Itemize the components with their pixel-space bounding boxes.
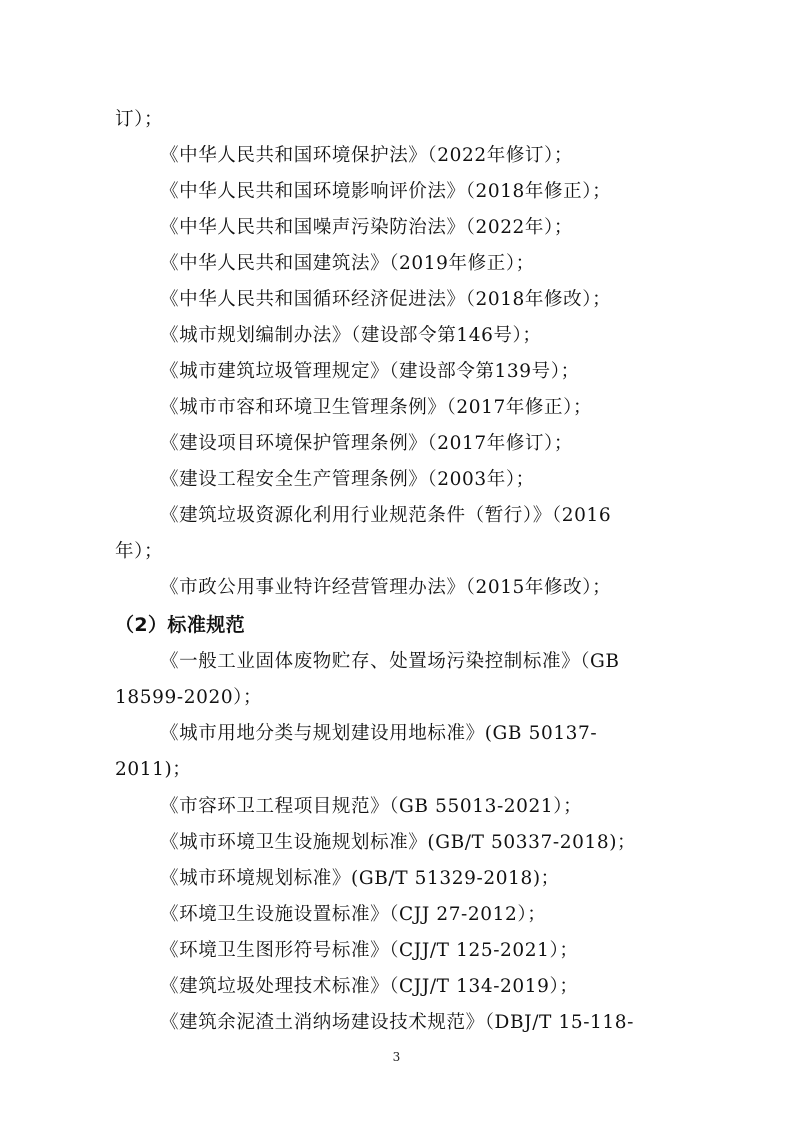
text-line-standard: 《建筑垃圾处理技术标准》（CJJ/T 134-2019）； (160, 976, 579, 997)
text-line-standard: 《城市用地分类与规划建设用地标准》(GB 50137- (160, 723, 598, 744)
text-line-law: 《中华人民共和国噪声污染防治法》（2022年）； (160, 217, 573, 238)
text-line-regulation: 《建筑垃圾资源化利用行业规范条件（暂行）》（2016 (160, 505, 612, 526)
text-line-regulation: 《建设工程安全生产管理条例》（2003年）； (160, 469, 535, 490)
text-line-law: 《中华人民共和国循环经济促进法》（2018年修改）； (160, 289, 612, 310)
text-line-continuation: 订）； (115, 109, 164, 130)
text-line-regulation: 《城市市容和环境卫生管理条例》（2017年修正）； (160, 397, 593, 418)
text-line-standard: 《环境卫生设施设置标准》（CJJ 27-2012）； (160, 904, 547, 925)
text-line-standard: 《城市环境卫生设施规划标准》(GB/T 50337-2018)； (160, 832, 637, 853)
text-line-standard: 《市容环卫工程项目规范》（GB 55013-2021）； (160, 796, 583, 817)
text-line-continuation: 年）； (115, 541, 164, 562)
text-line-law: 《中华人民共和国建筑法》（2019年修正）； (160, 253, 535, 274)
text-line-continuation: 2011)； (115, 759, 192, 780)
page-number: 3 (392, 1050, 401, 1064)
text-line-regulation: 《城市规划编制办法》（建设部令第146号）； (160, 325, 542, 346)
text-line-continuation: 18599-2020）； (115, 687, 263, 708)
text-line-standard: 《环境卫生图形符号标准》（CJJ/T 125-2021）； (160, 940, 579, 961)
text-line-law: 《中华人民共和国环境保护法》（2022年修订）； (160, 145, 573, 166)
text-line-standard: 《一般工业固体废物贮存、处置场污染控制标准》（GB (160, 651, 620, 672)
text-line-law: 《中华人民共和国环境影响评价法》（2018年修正）； (160, 181, 612, 202)
text-line-regulation: 《建设项目环境保护管理条例》（2017年修订）； (160, 433, 573, 454)
text-line-standard: 《建筑余泥渣土消纳场建设技术规范》（DBJ/T 15-118- (160, 1012, 635, 1033)
text-line-regulation: 《市政公用事业特许经营管理办法》（2015年修改）； (160, 577, 612, 598)
section-heading: （2）标准规范 (115, 614, 246, 636)
text-line-regulation: 《城市建筑垃圾管理规定》（建设部令第139号）； (160, 361, 580, 382)
text-line-standard: 《城市环境规划标准》(GB/T 51329-2018)； (160, 868, 560, 889)
